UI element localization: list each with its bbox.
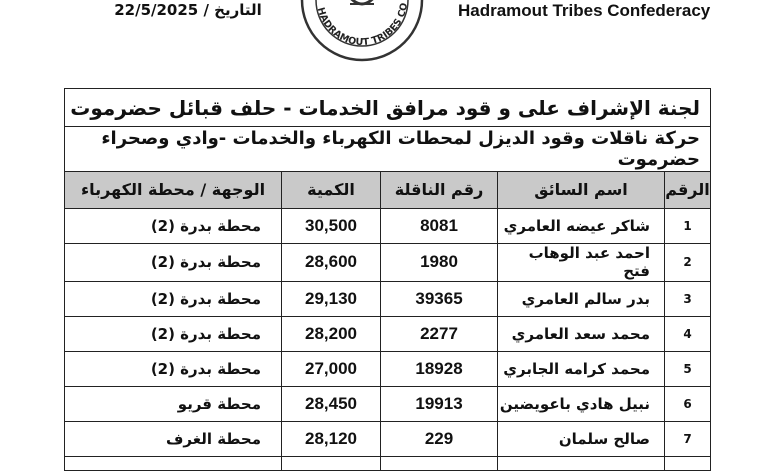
table-row bbox=[65, 422, 711, 457]
truck-number: 2277 bbox=[381, 317, 498, 352]
table-header-row bbox=[65, 171, 711, 208]
destination-station: محطة بدرة (2) bbox=[65, 317, 282, 352]
fuel-quantity: 28,600 bbox=[282, 243, 381, 281]
truck-number: 229 bbox=[381, 422, 498, 457]
fuel-quantity: 28,450 bbox=[282, 387, 381, 422]
confederacy-seal-logo bbox=[300, 0, 424, 62]
driver-name: بدر سالم العامري bbox=[498, 282, 665, 317]
truck-number: 19913 bbox=[381, 387, 498, 422]
column-header-destination: الوجهة / محطة الكهرباء bbox=[65, 171, 282, 208]
row-index: 1 bbox=[665, 208, 711, 243]
driver-name: شاكر عيضه العامري bbox=[498, 208, 665, 243]
svg-text:HADRAMOUT TRIBES CONFEDERACY: HADRAMOUT TRIBES CO bbox=[314, 2, 411, 49]
fuel-quantity: 28,200 bbox=[282, 317, 381, 352]
truck-number: 8081 bbox=[381, 208, 498, 243]
truck-number: 39365 bbox=[381, 282, 498, 317]
truck-number: 18928 bbox=[381, 352, 498, 387]
fuel-quantity: 30,500 bbox=[282, 208, 381, 243]
destination-station: محطة بدرة (2) bbox=[65, 352, 282, 387]
destination-station: محطة قريو bbox=[65, 387, 282, 422]
column-header-driver: اسم السائق bbox=[498, 171, 665, 208]
document-date: التاريخ / 22/5/2025 bbox=[114, 1, 262, 19]
driver-name: محمد كرامه الجابري bbox=[498, 352, 665, 387]
driver-name: نبيل هادي باعويضين bbox=[498, 387, 665, 422]
table-row bbox=[65, 352, 711, 387]
column-header-quantity: الكمية bbox=[282, 171, 381, 208]
fuel-quantity: 27,000 bbox=[282, 352, 381, 387]
fuel-tanker-table bbox=[64, 88, 711, 471]
destination-station: محطة بدرة (2) bbox=[65, 282, 282, 317]
organization-name: Hadramout Tribes Confederacy bbox=[458, 1, 711, 20]
table-subtitle: حركة ناقلات وقود الديزل لمحطات الكهرباء والخدمات -وادي وصحراء حضرموت bbox=[65, 127, 711, 171]
destination-station: محطة بدرة (2) bbox=[65, 243, 282, 281]
row-index: 7 bbox=[665, 422, 711, 457]
column-header-index: الرقم bbox=[665, 171, 711, 208]
driver-name: صالح سلمان bbox=[498, 422, 665, 457]
row-index: 6 bbox=[665, 387, 711, 422]
fuel-quantity: 29,130 bbox=[282, 282, 381, 317]
driver-name: محمد سعد العامري bbox=[498, 317, 665, 352]
table-row bbox=[65, 208, 711, 243]
driver-name: احمد عبد الوهاب فتح bbox=[498, 243, 665, 281]
row-index: 4 bbox=[665, 317, 711, 352]
destination-station: محطة بدرة (2) bbox=[65, 208, 282, 243]
fuel-quantity: 28,120 bbox=[282, 422, 381, 457]
row-index: 5 bbox=[665, 352, 711, 387]
table-row bbox=[65, 317, 711, 352]
table-title: لجنة الإشراف على و قود مرافق الخدمات - حلف قبائل حضرموت bbox=[65, 89, 711, 127]
table-row bbox=[65, 282, 711, 317]
table-row bbox=[65, 243, 711, 281]
table-row-cut-off bbox=[65, 457, 711, 471]
table-row bbox=[65, 387, 711, 422]
row-index: 3 bbox=[665, 282, 711, 317]
row-index: 2 bbox=[665, 243, 711, 281]
table-subtitle-row bbox=[65, 127, 711, 171]
table-title-row bbox=[65, 89, 711, 127]
destination-station: محطة الغرف bbox=[65, 422, 282, 457]
truck-number: 1980 bbox=[381, 243, 498, 281]
column-header-truck: رقم الناقلة bbox=[381, 171, 498, 208]
